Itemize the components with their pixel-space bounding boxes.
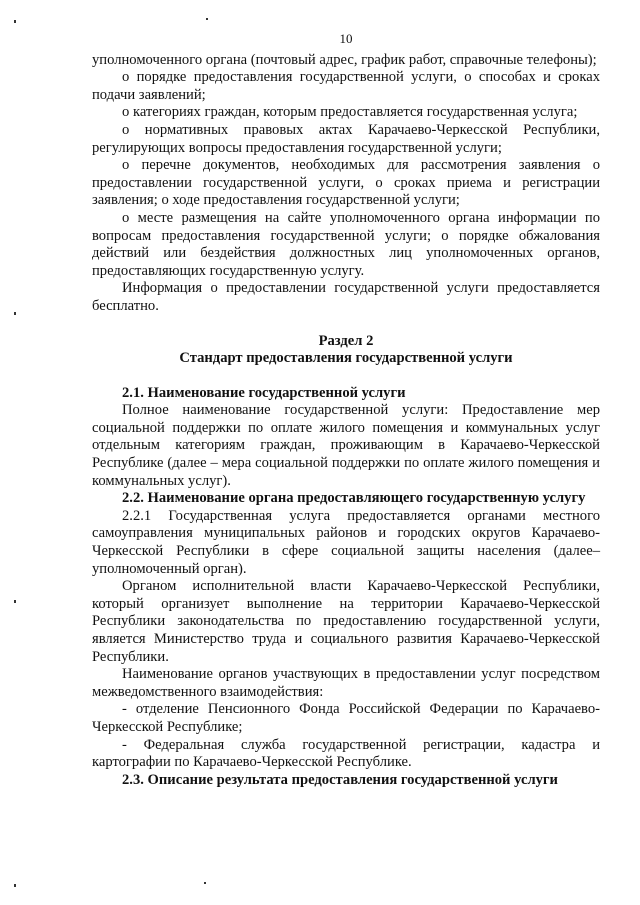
paragraph: - Федеральная служба государственной регистрации, кадастра и картографии по Карачаево-Черкесской Республике. (92, 736, 600, 771)
paragraph: 2.2.1 Государственная услуга предоставляется органами местного самоуправления муниципальных районов и городских округов Карачаево-Черкесской Республики в сфере социальной защиты населения (далее– уполномоченный орган). (92, 507, 600, 577)
subsection-heading: 2.2. Наименование органа предоставляющего государственную услугу (122, 490, 586, 507)
scan-speck (14, 312, 16, 315)
paragraph: Наименование органов участвующих в предоставлении услуг посредством межведомственного взаимодействия: (92, 666, 600, 700)
scan-speck (14, 600, 16, 603)
subsection-heading: 2.1. Наименование государственной услуги (122, 384, 406, 401)
scan-speck (14, 20, 16, 23)
paragraph: Полное наименование государственной услуги: Предоставление мер социальной поддержки по оплате жилого помещения и коммунальных услуг отдельным категориям граждан, проживающим в Карачаево-Черкесской Республике (далее – мера социальной поддержки по оплате жилого помещения и коммунальных услуг). (92, 402, 600, 489)
paragraph: о месте размещения на сайте уполномоченного органа информации по вопросам предоставления государственной услуги; о порядке обжалования действий или бездействия должностных лиц уполномоченных органов, предоставляющих государственную услугу. (92, 209, 600, 279)
page-number: 10 (339, 31, 353, 46)
scan-speck (206, 18, 208, 20)
scan-speck (204, 882, 206, 884)
document-page (92, 30, 600, 789)
paragraph: Органом исполнительной власти Карачаево-Черкесской Республики, который организует выполнение на территории Карачаево-Черкесской Республики законодательства по предоставлению государственной услуги, является Министерство труда и социального развития Карачаево-Черкесской Республики. (92, 578, 600, 665)
paragraph: Информация о предоставлении государственной услуги предоставляется бесплатно. (92, 280, 600, 314)
paragraph: о перечне документов, необходимых для рассмотрения заявления о предоставлении государственной услуги, о сроках приема и регистрации заявления; о ходе предоставления государственной услуги; (92, 157, 600, 209)
section-number: Раздел 2 (318, 332, 374, 349)
scan-speck (14, 884, 16, 887)
paragraph: о нормативных правовых актах Карачаево-Черкесской Республики, регулирующих вопросы предоставления государственной услуги; (92, 121, 600, 156)
paragraph: уполномоченного органа (почтовый адрес, график работ, справочные телефоны); (92, 51, 597, 68)
paragraph: - отделение Пенсионного Фонда Российской Федерации по Карачаево-Черкесской Республике; (92, 701, 600, 735)
subsection-heading: 2.3. Описание результата предоставления государственной услуги (122, 771, 558, 788)
paragraph: о категориях граждан, которым предоставляется государственная услуга; (122, 104, 578, 121)
section-title: Стандарт предоставления государственной услуги (179, 350, 513, 367)
paragraph: о порядке предоставления государственной услуги, о способах и сроках подачи заявлений; (92, 69, 600, 103)
